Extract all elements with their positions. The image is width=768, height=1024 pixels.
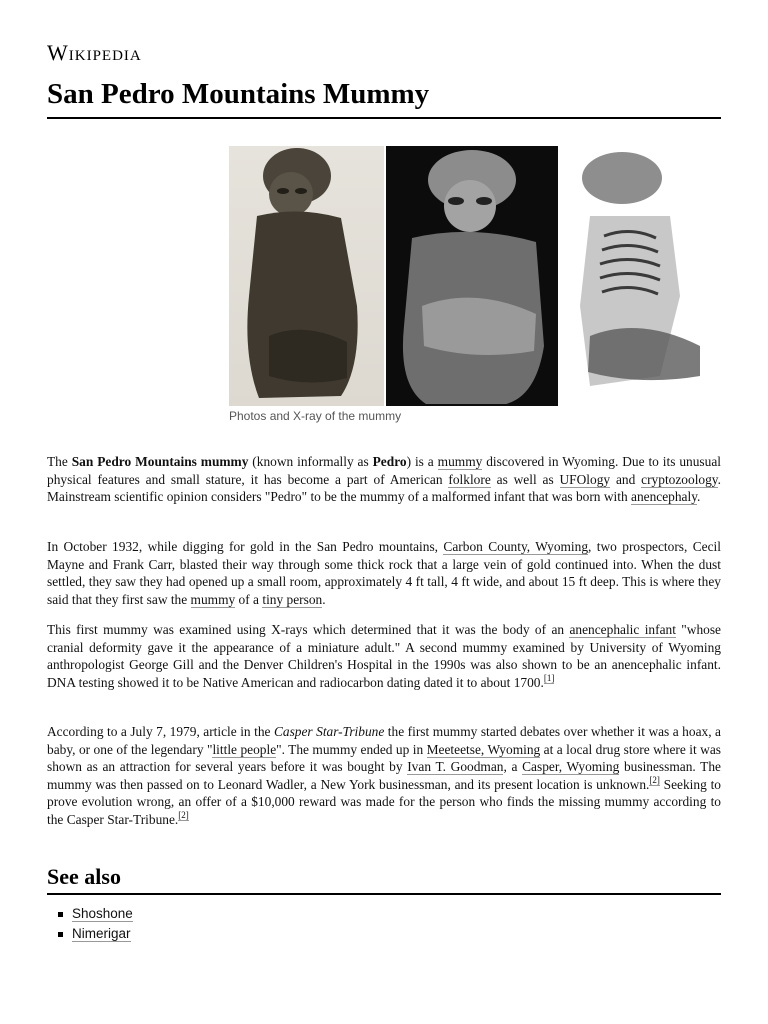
shoshone-link[interactable]: Shoshone <box>72 906 133 921</box>
history-paragraph: According to a July 7, 1979, article in the Casper Star-Tribune the first mummy started debates over whether it was a hoax, a baby, or one of the legendary "little people". The mummy ended up in Meeteetse, Wyoming at a local drug store where it was shown as an attraction for several years before it was bought by Ivan T. Goodman, a Casper, Wyoming businessman. The mummy was then passed on to Leonard Wadler, a New York businessman, and its present location is unknown.[2] Seeking to prove evolution wrong, an offer of a $10,000 reward was made for the person who finds the missing mummy according to the Casper Star-Tribune.[2] <box>47 724 722 827</box>
mummy-xray-graphic <box>560 146 719 406</box>
mummy-xray[interactable] <box>560 146 719 406</box>
reference-2-link[interactable]: [2] <box>649 775 660 786</box>
reference-2-link-b[interactable]: [2] <box>178 810 189 821</box>
meeteetse-link[interactable]: Meeteetse, Wyoming <box>426 741 541 757</box>
mummy-link-2[interactable]: mummy <box>190 591 236 607</box>
page-title: San Pedro Mountains Mummy <box>47 78 430 110</box>
list-item <box>72 925 133 945</box>
mummy-link[interactable]: mummy <box>437 454 483 469</box>
list-item <box>72 905 133 925</box>
see-also-list <box>72 905 133 945</box>
see-also-heading: See also <box>47 864 121 889</box>
mummy-photo-sepia-graphic <box>229 146 384 406</box>
mummy-photo-bw-graphic <box>386 146 558 406</box>
reference-1-link[interactable]: [1] <box>543 673 555 684</box>
intro-paragraph: The San Pedro Mountains mummy (known informally as Pedro) is a mummy discovered in Wyoming. Due to its unusual physical features and small stature, it has become a part of American folklore as well as UFOlogy and cryptozoology. Mainstream scientific opinion considers "Pedro" to be the mummy of a malformed infant that was born with anencephaly. <box>47 454 721 504</box>
anencephaly-link[interactable]: anencephaly <box>631 489 698 504</box>
cryptozoology-link[interactable]: cryptozoology <box>641 471 718 487</box>
examination-paragraph: This first mummy was examined using X-rays which determined that it was the body of an anencephalic infant "whose cranial deformity gave it the appearance of a miniature adult." A second mummy examined by University of Wyoming anthropologist George Gill and the Denver Children's Hospital in the 1990s was also shown to be an anencephalic infant. DNA testing showed it to be Native American and radiocarbon dating dated it to about 1700.[1] <box>47 622 721 690</box>
anencephalic-infant-link[interactable]: anencephalic infant <box>569 622 676 637</box>
ufology-link[interactable]: UFOlogy <box>559 471 611 487</box>
carbon-county-link[interactable]: Carbon County, Wyoming <box>443 539 589 554</box>
nimerigar-link[interactable]: Nimerigar <box>72 926 131 941</box>
tiny-person-link[interactable]: tiny person <box>262 591 323 607</box>
figure-caption: Photos and X-ray of the mummy <box>229 409 402 423</box>
mummy-photo-bw[interactable] <box>386 146 558 406</box>
wikipedia-logo[interactable]: Wikipedia <box>47 40 142 65</box>
folklore-link[interactable]: folklore <box>448 471 491 487</box>
title-divider <box>47 117 721 119</box>
casper-link[interactable]: Casper, Wyoming <box>522 759 620 774</box>
discovery-paragraph: In October 1932, while digging for gold in the San Pedro mountains, Carbon County, Wyoming, two prospectors, Cecil Mayne and Frank Carr, blasted their way through some thick rock that a large vein of gold continued into. When the dust settled, they saw they had opened up a small room, approximately 4 ft tall, 4 ft wide, and about 15 ft deep. This is where they said that they first saw the mummy of a tiny person. <box>47 539 721 607</box>
mummy-photo-sepia[interactable] <box>229 146 384 406</box>
mummy-figure <box>229 146 719 406</box>
ivan-goodman-link[interactable]: Ivan T. Goodman <box>407 759 504 774</box>
little-people-link[interactable]: little people <box>212 741 277 757</box>
see-also-divider <box>47 893 721 895</box>
